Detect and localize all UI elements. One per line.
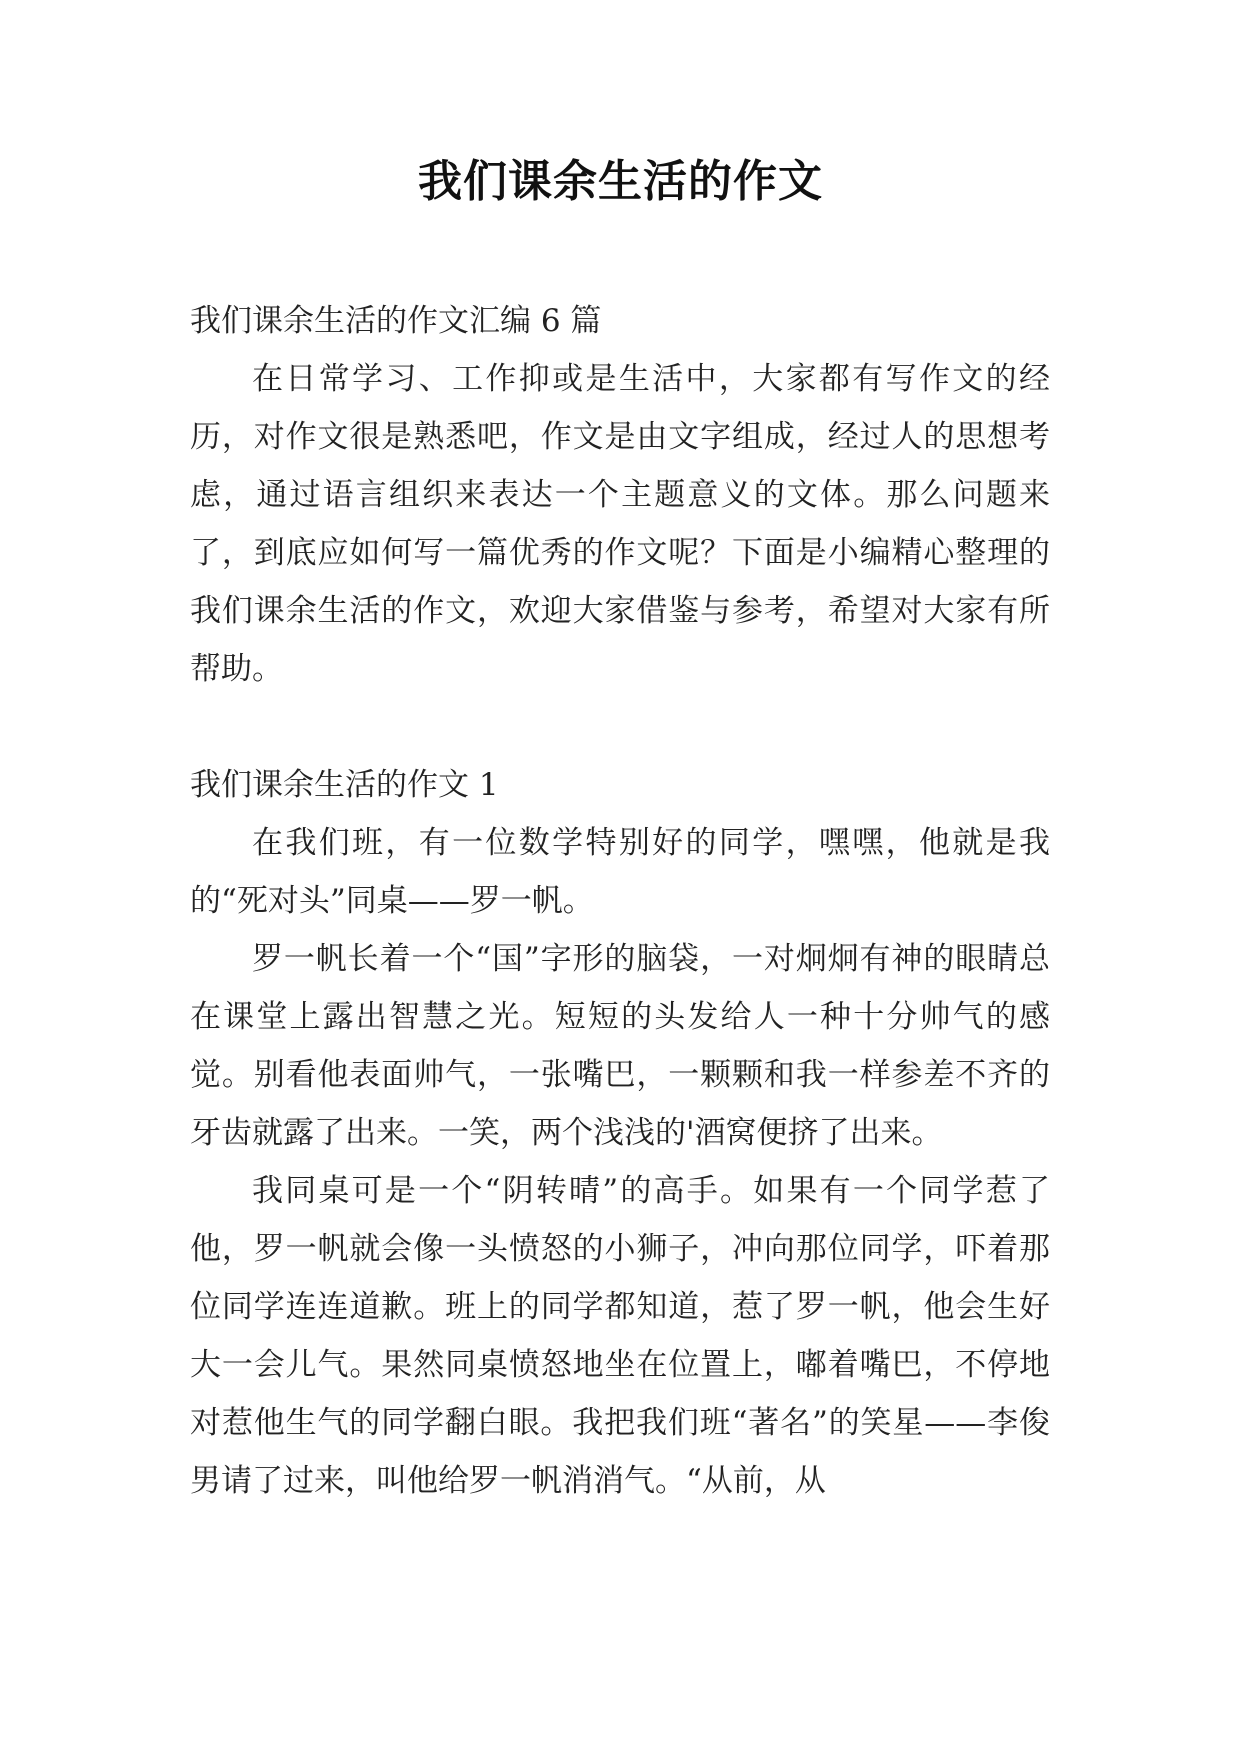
intro-heading: 我们课余生活的作文汇编 6 篇: [190, 303, 602, 339]
section-1-paragraph-2: 罗一帆长着一个“国”字形的脑袋，一对炯炯有神的眼睛总在课堂上露出智慧之光。短短的头发给人一种十分帅气的感觉。别看他表面帅气，一张嘴巴，一颗颗和我一样参差不齐的牙齿就露了出来。一笑，两个浅浅的'酒窝便挤了出来。: [190, 941, 1050, 1151]
document-body: [190, 292, 1050, 1510]
section-spacer: [190, 698, 1050, 756]
intro-paragraph: 在日常学习、工作抑或是生活中，大家都有写作文的经历，对作文很是熟悉吧，作文是由文字组成，经过人的思想考虑，通过语言组织来表达一个主题意义的文体。那么问题来了，到底应如何写一篇优秀的作文呢？下面是小编精心整理的我们课余生活的作文，欢迎大家借鉴与参考，希望对大家有所帮助。: [190, 361, 1050, 687]
document-title: 我们课余生活的作文: [418, 156, 823, 207]
section-1-paragraph-3: 我同桌可是一个“阴转晴”的高手。如果有一个同学惹了他，罗一帆就会像一头愤怒的小狮子，冲向那位同学，吓着那位同学连连道歉。班上的同学都知道，惹了罗一帆，他会生好大一会儿气。果然同桌愤怒地坐在位置上，嘟着嘴巴，不停地对惹他生气的同学翻白眼。我把我们班“著名”的笑星——李俊男请了过来，叫他给罗一帆消消气。“从前，从: [190, 1173, 1050, 1499]
section-1-paragraph-1: 在我们班，有一位数学特别好的同学，嘿嘿，他就是我的“死对头”同桌——罗一帆。: [190, 825, 1050, 919]
section-1-heading: 我们课余生活的作文 1: [190, 767, 499, 803]
